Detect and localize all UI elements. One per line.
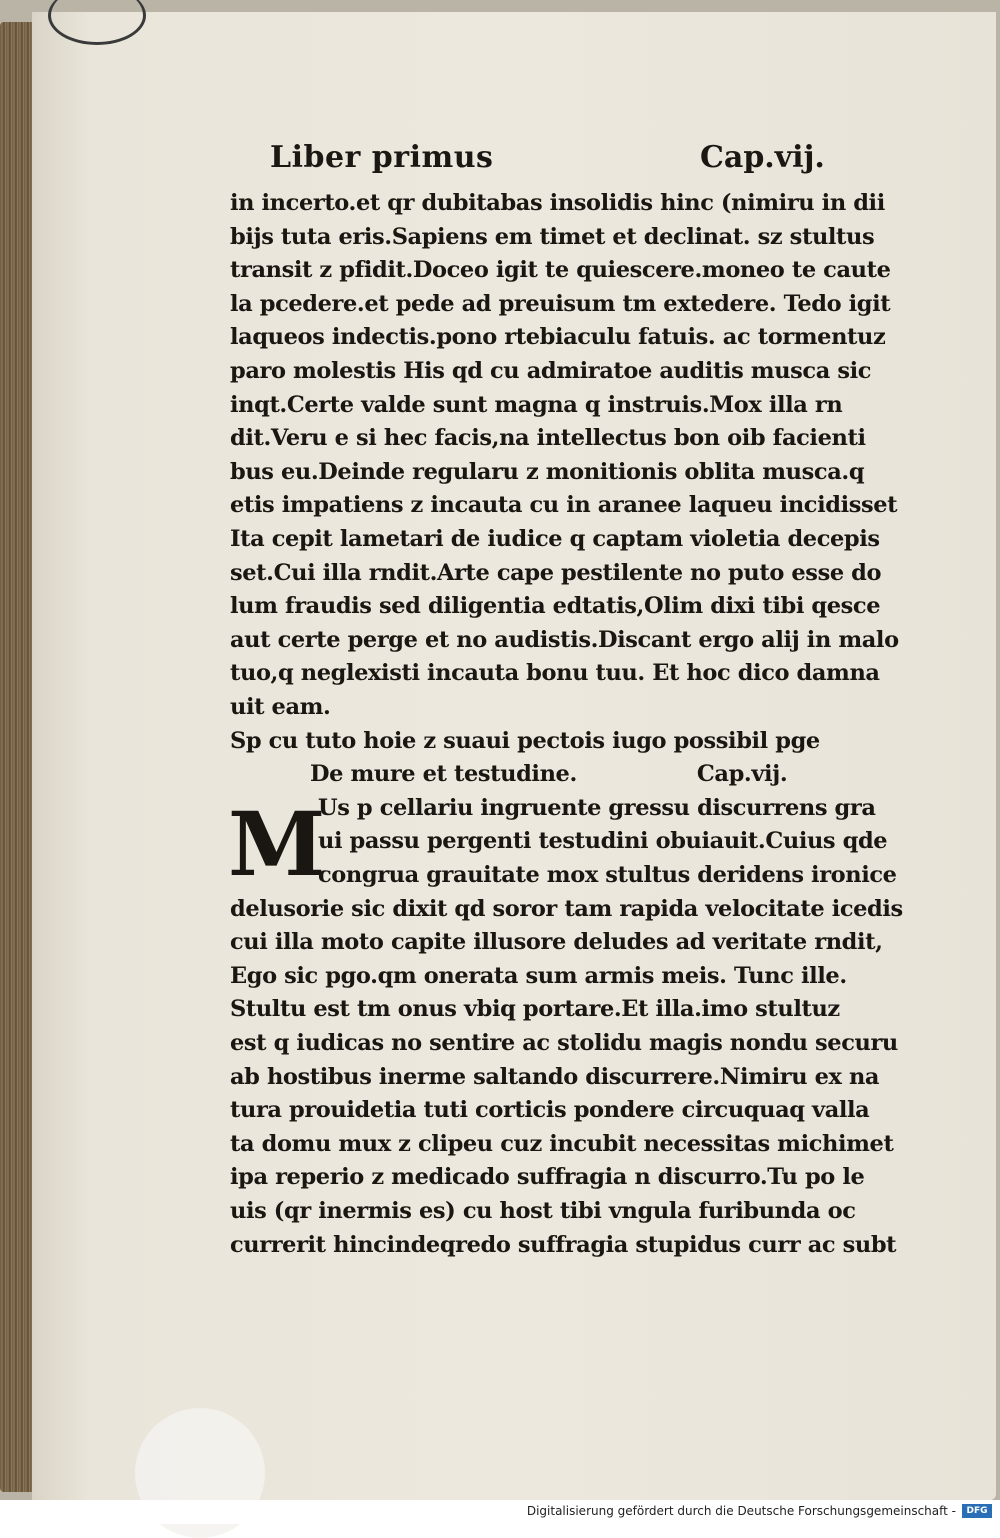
dfg-logo: DFG	[962, 1504, 992, 1518]
footer-bar	[0, 1500, 1000, 1524]
text-line: lum fraudis sed diligentia edtatis,Olim dixi tibi qesce	[230, 593, 881, 620]
text-line: est q iudicas no sentire ac stolidu magis nondu securu	[230, 1030, 898, 1056]
text-line: bijs tuta eris.Sapiens em timet et declinat. sz stultus	[230, 223, 875, 250]
text-line: set.Cui illa rndit.Arte cape pestilente no puto esse do	[230, 559, 882, 586]
text-line: delusorie sic dixit qd soror tam rapida velocitate icedis	[230, 895, 903, 922]
drop-capital: M	[228, 792, 326, 896]
text-line: tura prouidetia tuti corticis pondere circuquaq valla	[230, 1097, 870, 1124]
text-line: paro molestis His qd cu admiratoe auditis musca sic	[230, 358, 872, 384]
text-line: Stultu est tm onus vbiq portare.Et illa.imo stultuz	[230, 996, 840, 1023]
text-line: aut certe perge et no audistis.Discant ergo alij in malo	[230, 626, 899, 653]
text-line: ipa reperio z medicado suffragia n discurro.Tu po le	[230, 1164, 865, 1191]
text-line: ab hostibus inerme saltando discurrere.Nimiru ex na	[230, 1063, 880, 1090]
text-line: laqueos indectis.pono rtebiaculu fatuis. ac tormentuz	[230, 324, 886, 351]
text-line: uit eam.	[230, 694, 331, 720]
text-line: Ego sic pgo.qm onerata sum armis meis. Tunc ille.	[230, 962, 847, 989]
text-line: ta domu mux z clipeu cuz incubit necessitas michimet	[230, 1130, 894, 1157]
chapter-title	[310, 761, 1000, 795]
text-line: uis (qr inermis es) cu host tibi vngula furibunda oc	[230, 1198, 856, 1224]
text-line: la pcedere.et pede ad preuisum tm extedere. Tedo igit	[230, 290, 891, 317]
header-chapter: Cap.vij.	[700, 140, 825, 175]
footer-credit: Digitalisierung gefördert durch die Deutsche Forschungsgemeinschaft -	[526, 1504, 956, 1518]
text-line: Ita cepit lametari de iudice q captam violetia decepis	[230, 526, 880, 552]
text-line: currerit hincindeqredo suffragia stupidus curr ac subt	[230, 1231, 897, 1258]
running-header	[270, 140, 955, 188]
text-line: transit z pfidit.Doceo igit te quiescere.moneo te caute	[230, 257, 891, 284]
text-line: Us p cellariu ingruente gressu discurrens gra	[318, 794, 876, 821]
text-line: dit.Veru e si hec facis,na intellectus bon oib facienti	[230, 425, 866, 452]
text-line: etis impatiens z incauta cu in aranee laqueu incidisset	[230, 492, 898, 519]
text-line: in incerto.et qr dubitabas insolidis hinc (nimiru in dii	[230, 190, 885, 216]
header-title: Liber primus	[270, 140, 494, 175]
text-line: bus eu.Deinde regularu z monitionis oblita musca.q	[230, 458, 865, 485]
text-line: tuo,q neglexisti incauta bonu tuu. Et hoc dico damna	[230, 660, 880, 687]
text-line: ui passu pergenti testudini obuiauit.Cuius qde	[318, 828, 888, 855]
text-line: inqt.Certe valde sunt magna q instruis.Mox illa rn	[230, 391, 843, 418]
chapter-title-text: De mure et testudine.	[310, 761, 577, 788]
text-line: cui illa moto capite illusore deludes ad veritate rndit,	[230, 929, 883, 956]
book-spine-edge	[0, 22, 32, 1492]
text-line: congrua grauitate mox stultus deridens ironice	[318, 862, 897, 888]
rubric-line: Sp cu tuto hoie z suaui pectois iugo possibil pge	[230, 727, 820, 754]
chapter-title-cap: Cap.vij.	[696, 761, 788, 788]
